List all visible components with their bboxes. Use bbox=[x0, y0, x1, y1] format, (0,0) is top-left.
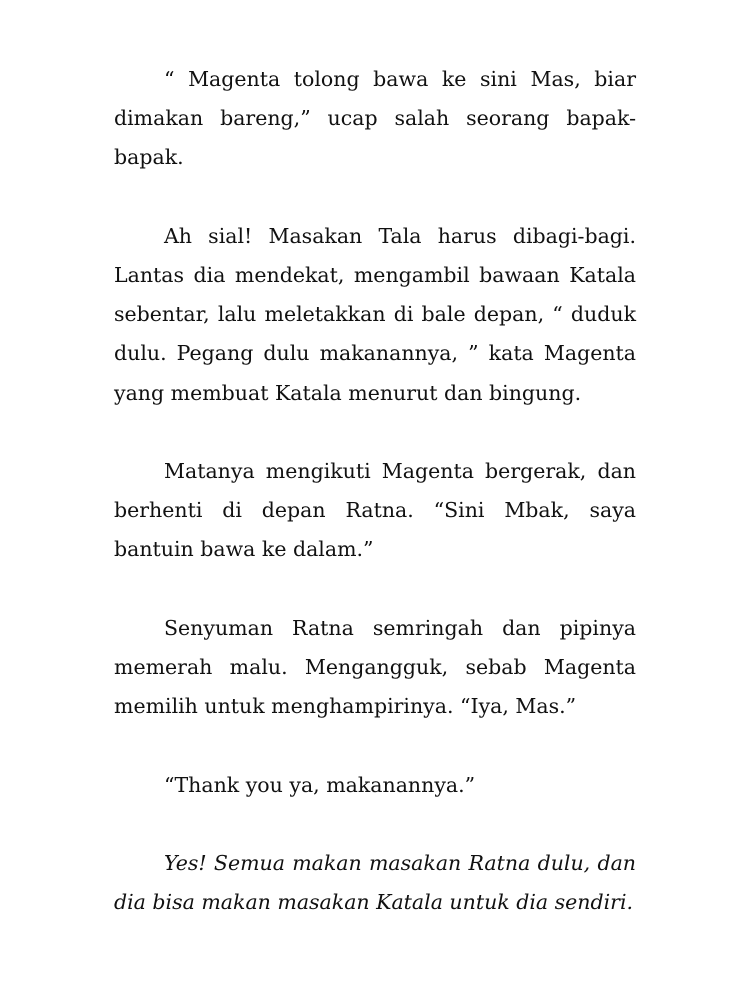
paragraph: Matanya mengikuti Magenta bergerak, dan berhenti di depan Ratna. “Sini Mbak, saya bantuin bawa ke dalam.” bbox=[114, 459, 636, 562]
paragraph: Ah sial! Masakan Tala harus dibagi-bagi. Lantas dia mendekat, mengambil bawaan Katala sebentar, lalu meletakkan di bale depan, “ duduk dulu. Pegang dulu makanannya, ” kata Magenta yang membuat Katala menurut dan bingung. bbox=[114, 223, 636, 405]
italic-paragraph: Yes! Semua makan masakan Ratna dulu, dan dia bisa makan masakan Katala untuk dia sendiri. bbox=[114, 850, 636, 915]
paragraph: Senyuman Ratna semringah dan pipinya memerah malu. Mengangguk, sebab Magenta memilih untuk menghampirinya. “Iya, Mas.” bbox=[114, 615, 636, 719]
document-body bbox=[114, 60, 636, 922]
paragraph: “Thank you ya, makanannya.” bbox=[164, 772, 476, 797]
paragraph: “ Magenta tolong bawa ke sini Mas, biar dimakan bareng,” ucap salah seorang bapak-bapak. bbox=[114, 67, 636, 170]
